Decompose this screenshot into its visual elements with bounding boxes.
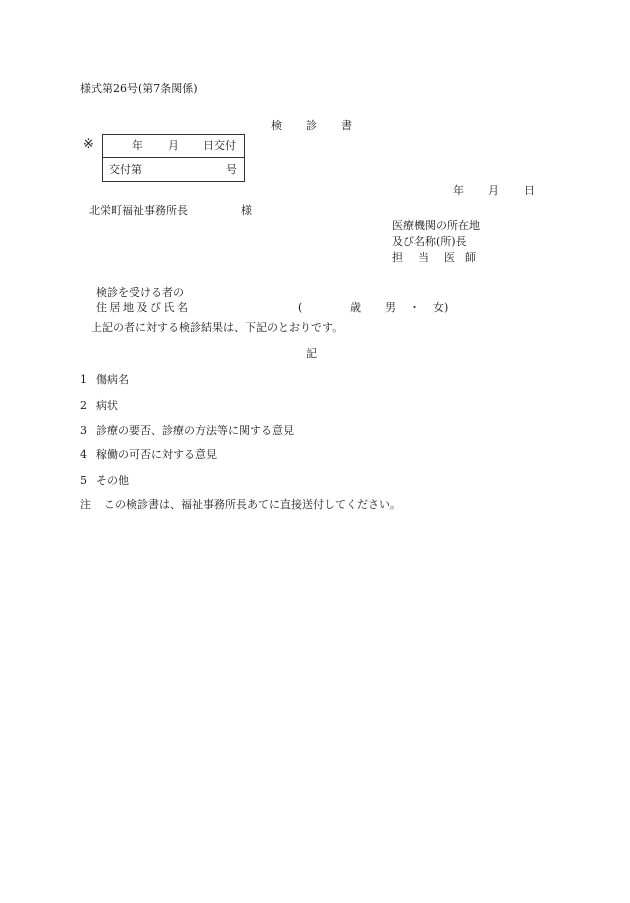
addressee-honorific: 様 — [241, 204, 252, 217]
doctor-char-2: 当 — [418, 251, 429, 264]
doctor-char-4: 師 — [465, 251, 476, 264]
patient-address-name-label: 住居地及び氏名 — [96, 301, 191, 314]
item-text: 稼働の可否に対する意見 — [96, 448, 217, 461]
item-number: 4 — [80, 448, 87, 461]
patient-age-label: 歳 — [350, 301, 361, 314]
date-year: 年 — [453, 184, 464, 197]
patient-paren-open: ( — [298, 301, 303, 314]
issue-month-label: 月 — [168, 139, 179, 152]
item-number: 2 — [80, 399, 87, 412]
patient-separator: ・ — [409, 301, 420, 314]
form-number: 様式第26号(第7条関係) — [80, 82, 198, 95]
doctor-char-3: 医 — [444, 251, 455, 264]
item-number: 3 — [80, 424, 87, 437]
patient-female-label: 女) — [433, 301, 449, 314]
item-number: 1 — [80, 373, 87, 386]
institution-address-label: 医療機関の所在地 — [392, 219, 480, 232]
item-text: 病状 — [96, 399, 118, 412]
item-text: 傷病名 — [96, 373, 129, 386]
institution-name-label: 及び名称(所)長 — [392, 235, 467, 248]
item-text: その他 — [96, 474, 129, 487]
issue-year-label: 年 — [132, 139, 143, 152]
ki-heading: 記 — [306, 347, 317, 360]
title-char-3: 書 — [341, 119, 352, 132]
date-month: 月 — [488, 184, 499, 197]
title-char-2: 診 — [306, 119, 317, 132]
item-number: 5 — [80, 474, 87, 487]
issue-no-suffix: 号 — [226, 163, 237, 176]
reference-mark: ※ — [83, 137, 94, 152]
doctor-char-1: 担 — [392, 251, 403, 264]
patient-male-label: 男 — [385, 301, 396, 314]
item-text: 診療の要否、診療の方法等に関する意見 — [96, 424, 294, 437]
patient-heading: 検診を受ける者の — [96, 286, 184, 299]
intro-text: 上記の者に対する検診結果は、下記のとおりです。 — [91, 321, 344, 334]
issue-box-divider — [103, 157, 244, 158]
date-day: 日 — [524, 184, 535, 197]
issue-day-label: 日交付 — [203, 139, 236, 152]
note-label: 注 — [80, 498, 91, 511]
issue-no-label: 交付第 — [109, 163, 142, 176]
note-text: この検診書は、福祉事務所長あてに直接送付してください。 — [104, 498, 401, 511]
addressee-name: 北栄町福祉事務所長 — [89, 204, 188, 217]
title-char-1: 検 — [271, 119, 282, 132]
